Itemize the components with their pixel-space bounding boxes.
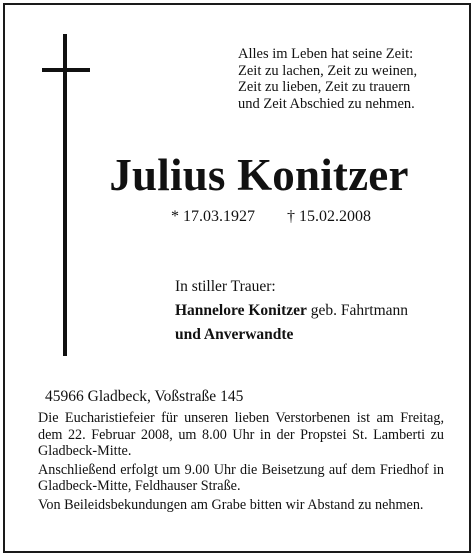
obituary-notice bbox=[3, 3, 471, 553]
paragraph: Von Beileidsbekundungen am Grabe bitten wir Abstand zu nehmen. bbox=[38, 496, 424, 513]
death-date: † 15.02.2008 bbox=[287, 208, 371, 225]
birth-date: * 17.03.1927 bbox=[171, 208, 255, 225]
mourner-primary-suffix: geb. Fahrtmann bbox=[310, 302, 409, 319]
deceased-name: Julius Konitzer bbox=[109, 150, 409, 200]
paragraph: Anschließend erfolgt um 9.00 Uhr die Beisetzung auf dem Friedhof in Gladbeck-Mitte, Feldhauser Straße. bbox=[38, 461, 444, 495]
poem-line: Zeit zu lachen, Zeit zu weinen, bbox=[238, 62, 418, 79]
mourners-others bbox=[175, 323, 408, 347]
mourner-primary-name: Hannelore Konitzer bbox=[175, 302, 307, 319]
poem-line: und Zeit Abschied zu nehmen. bbox=[238, 95, 415, 112]
cross-icon-beam bbox=[42, 68, 90, 72]
announcement-text bbox=[38, 410, 444, 516]
mourners bbox=[175, 275, 408, 347]
paragraph: Die Eucharistiefeier für unseren lieben Verstorbenen ist am Freitag, dem 22. Februar 2008, um 8.00 Uhr in der Propstei St. Lamberti zu Gladbeck-Mitte. bbox=[38, 410, 444, 460]
mourners-others-label: und Anverwandte bbox=[175, 326, 294, 343]
address: 45966 Gladbeck, Voßstraße 145 bbox=[45, 388, 244, 405]
mourner-primary bbox=[175, 299, 408, 323]
poem-line: Zeit zu lieben, Zeit zu trauern bbox=[238, 79, 411, 95]
life-dates bbox=[171, 207, 371, 227]
mourners-intro: In stiller Trauer: bbox=[175, 278, 276, 295]
poem bbox=[238, 46, 468, 112]
poem-line: Alles im Leben hat seine Zeit: bbox=[238, 46, 414, 62]
